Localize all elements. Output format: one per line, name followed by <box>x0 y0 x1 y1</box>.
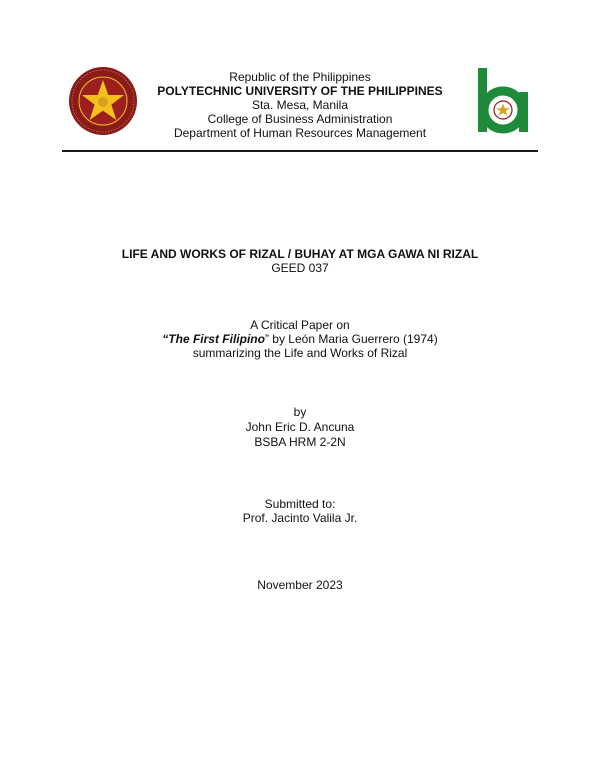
header-university: POLYTECHNIC UNIVERSITY OF THE PHILIPPINES <box>157 84 443 98</box>
header-location: Sta. Mesa, Manila <box>251 98 349 112</box>
paper-heading: A Critical Paper on <box>250 318 350 332</box>
header-department: Department of Human Resources Management <box>173 126 427 140</box>
header-college: College of Business Administration <box>207 112 393 126</box>
department-logo <box>475 66 531 138</box>
course-code: GEED 037 <box>271 261 329 275</box>
author-section: BSBA HRM 2-2N <box>254 435 346 449</box>
header-country: Republic of the Philippines <box>229 70 371 84</box>
submitted-to-label: Submitted to: <box>264 497 336 511</box>
book-author-year: ” by León Maria Guerrero (1974) <box>264 332 438 346</box>
professor-name: Prof. Jacinto Valila Jr. <box>242 511 358 525</box>
submission-date: November 2023 <box>257 578 343 592</box>
paper-purpose: summarizing the Life and Works of Rizal <box>192 346 408 360</box>
course-title: LIFE AND WORKS OF RIZAL / BUHAY AT MGA GAWA NI RIZAL <box>121 247 479 261</box>
header-divider <box>62 150 538 152</box>
book-title: “The First Filipino <box>162 332 265 346</box>
paper-subject <box>0 332 600 347</box>
author-by: by <box>293 405 307 419</box>
author-name: John Eric D. Ancuna <box>245 420 355 434</box>
